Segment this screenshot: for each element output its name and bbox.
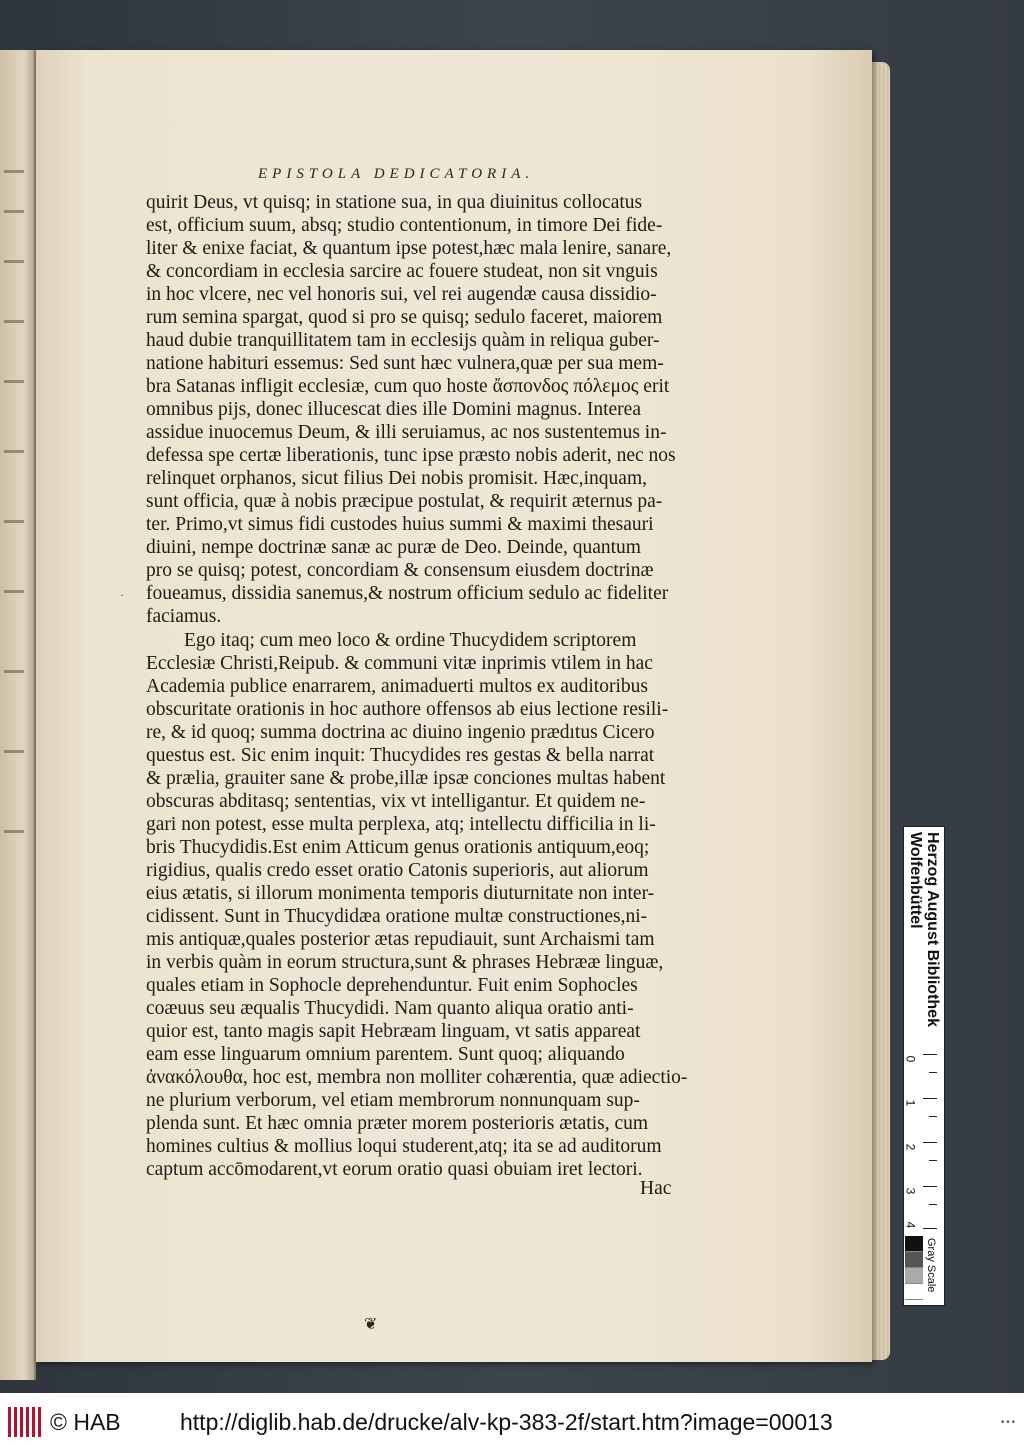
ruler-tick — [923, 1098, 937, 1099]
text-line: captum accōmodarent,vt eorum oratio quasi obuiam iret lectori. — [146, 1159, 643, 1180]
ruler-number: 2 — [903, 1143, 918, 1151]
text-line: bra Satanas infligit ecclesiæ, cum quo hoste ἄσπονδος πόλεμος erit — [146, 376, 670, 397]
ruler-tick — [929, 1160, 937, 1161]
margin-mark: · — [120, 588, 124, 602]
gray-swatch — [905, 1252, 923, 1268]
text-line: Academia publice enarrarem, animaduerti multos ex auditoribus — [146, 676, 648, 697]
ruler-tick — [923, 1142, 937, 1143]
text-line: & prælia, grauiter sane & probe,illæ ipsæ conciones multas habent — [146, 768, 666, 789]
ruler-tick — [923, 1186, 937, 1187]
fleuron-ornament: ❦ — [364, 1316, 378, 1333]
adjacent-page-edge — [0, 50, 36, 1380]
gray-scale-label: Gray Scale — [925, 1238, 937, 1293]
text-line: sunt officia, quæ à nobis præcipue postulat, & requirit æternus pa- — [146, 491, 663, 512]
library-name-line2: Wolfenbüttel — [907, 832, 924, 929]
bleed-mark — [4, 210, 24, 213]
text-line: pro se quisq; potest, concordiam & consensum eiusdem doctrinæ — [146, 560, 654, 581]
text-line: rum semina spargat, quod si pro se quisq; sedulo faceret, maiorem — [146, 307, 663, 328]
gray-swatch — [905, 1268, 923, 1284]
ruler-tick — [929, 1204, 937, 1205]
bleed-mark — [4, 520, 24, 523]
paragraph-first-line: Ego itaq; cum meo loco & ordine Thucydidem scriptorem — [184, 630, 637, 651]
text-line: & concordiam in ecclesia sarcire ac fouere studeat, non sit vnguis — [146, 261, 658, 282]
gray-swatch — [905, 1284, 923, 1300]
text-line: omnibus pijs, donec illucescat dies ille Domini magnus. Interea — [146, 399, 641, 420]
text-line: rigidius, qualis credo esset oratio Catonis superioris, aut aliorum — [146, 860, 649, 881]
bleed-mark — [4, 750, 24, 753]
running-header: EPISTOLA DEDICATORIA. — [258, 166, 535, 182]
ruler-tick — [929, 1072, 937, 1073]
text-line: haud dubie tranquillitatem tam in ecclesijs quàm in reliqua guber- — [146, 330, 660, 351]
gray-scale-swatches — [905, 1236, 923, 1298]
bleed-mark — [4, 260, 24, 263]
text-line: eius ætatis, si illorum monimenta temporis diuturnitate non inter- — [146, 883, 655, 904]
bleed-mark — [4, 670, 24, 673]
hab-logo-icon — [8, 1407, 42, 1437]
text-line: in verbis quàm in eorum structura,sunt & phrases Hebrææ linguæ, — [146, 952, 664, 973]
ruler-tick — [923, 1054, 937, 1055]
ruler-number: 3 — [903, 1187, 918, 1195]
text-line: eam esse linguarum omnium parentem. Sunt quoq; aliquando — [146, 1044, 625, 1065]
text-line: faciamus. — [146, 606, 222, 627]
ruler-tick — [929, 1116, 937, 1117]
catchword: Hac — [640, 1178, 672, 1199]
text-line: in hoc vlcere, nec vel honoris sui, vel rei augendæ causa dissidio- — [146, 284, 657, 305]
text-line: mis antiquæ,quales posterior ætas repudiauit, sunt Archaismi tam — [146, 929, 655, 950]
ruler-number: 1 — [903, 1099, 918, 1107]
text-line: quales etiam in Sophocle deprehenduntur. Fuit enim Sophocles — [146, 975, 638, 996]
text-line: obscuras abditasq; sententias, vix vt intelligantur. Et quidem ne- — [146, 791, 646, 812]
text-line: est, officium suum, absq; studio contentionum, in timore Dei fide- — [146, 215, 663, 236]
text-line: diuini, nempe doctrinæ sanæ ac puræ de Deo. Deinde, quantum — [146, 537, 641, 558]
text-line: Ecclesiæ Christi,Reipub. & communi vitæ inprimis vtilem in hac — [146, 653, 653, 674]
library-name-line1: Herzog August Bibliothek — [924, 832, 941, 1027]
bleed-mark — [4, 590, 24, 593]
viewer-dots-icon: ••• — [1000, 1418, 1016, 1428]
scale-ruler — [905, 1052, 939, 1232]
text-line: re, & id quoq; summa doctrina ac diuino ingenio prædıtus Cicero — [146, 722, 655, 743]
source-url-link[interactable]: http://diglib.hab.de/drucke/alv-kp-383-2f/start.htm?image=00013 — [180, 1409, 833, 1435]
library-name — [907, 832, 941, 1046]
text-line: coæuus seu æqualis Thucydidi. Nam quanto aliqua oratio anti- — [146, 998, 634, 1019]
bleed-mark — [4, 170, 24, 173]
text-line: ἀνακόλουθα, hoc est, membra non molliter cohærentia, quæ adiectio- — [146, 1067, 688, 1088]
text-line: ne plurium verborum, vel etiam membrorum nonnunquam sup- — [146, 1090, 640, 1111]
ruler-number: 4 — [903, 1221, 918, 1229]
bleed-mark — [4, 320, 24, 323]
text-line: foueamus, dissidia sanemus,& nostrum officium sedulo ac fideliter — [146, 583, 669, 604]
bleed-mark — [4, 380, 24, 383]
text-line: defessa spe certæ liberationis, tunc ipse præsto nobis aderit, nec nos — [146, 445, 676, 466]
text-line: quior est, tanto magis sapit Hebræam linguam, vt satis appareat — [146, 1021, 641, 1042]
ruler-number: 0 — [903, 1055, 918, 1063]
text-line: relinquet orphanos, sicut filius Dei nobis promisit. Hæc,inquam, — [146, 468, 647, 489]
text-line: obscuritate orationis in hoc authore offensos ab eius lectione resili- — [146, 699, 669, 720]
text-line: cidissent. Sunt in Thucydidæa oratione multæ constructiones,ni- — [146, 906, 648, 927]
text-line: bris Thucydidis.Est enim Atticum genus orationis antiquum,eoq; — [146, 837, 650, 858]
text-line: questus est. Sic enim inquit: Thucydides res gestas & bella narrat — [146, 745, 655, 766]
text-line: ter. Primo,vt simus fidi custodes huius summi & maximi thesauri — [146, 514, 654, 535]
bleed-mark — [4, 830, 24, 833]
text-line: liter & enixe faciat, & quantum ipse potest,hæc mala lenire, sanare, — [146, 238, 672, 259]
ruler-tick — [923, 1228, 937, 1229]
gray-swatch — [905, 1236, 923, 1252]
copyright-text: © HAB — [50, 1409, 121, 1435]
text-line: plenda sunt. Et hæc omnia præter morem posterioris ætatis, cum — [146, 1113, 649, 1134]
text-line: quirit Deus, vt quisq; in statione sua, in qua diuinitus collocatus — [146, 192, 643, 213]
text-line: natione habituri essemus: Sed sunt hæc vulnera,quæ per sua mem- — [146, 353, 664, 374]
text-line: gari non potest, esse multa perplexa, atq; intellectu difficilia in li- — [146, 814, 656, 835]
bleed-mark — [4, 450, 24, 453]
text-line: assidue inuocemus Deum, & illi seruiamus, ac nos sustentemus in- — [146, 422, 667, 443]
text-line: homines cultius & mollius loqui studerent,atq; ita se ad auditorum — [146, 1136, 662, 1157]
